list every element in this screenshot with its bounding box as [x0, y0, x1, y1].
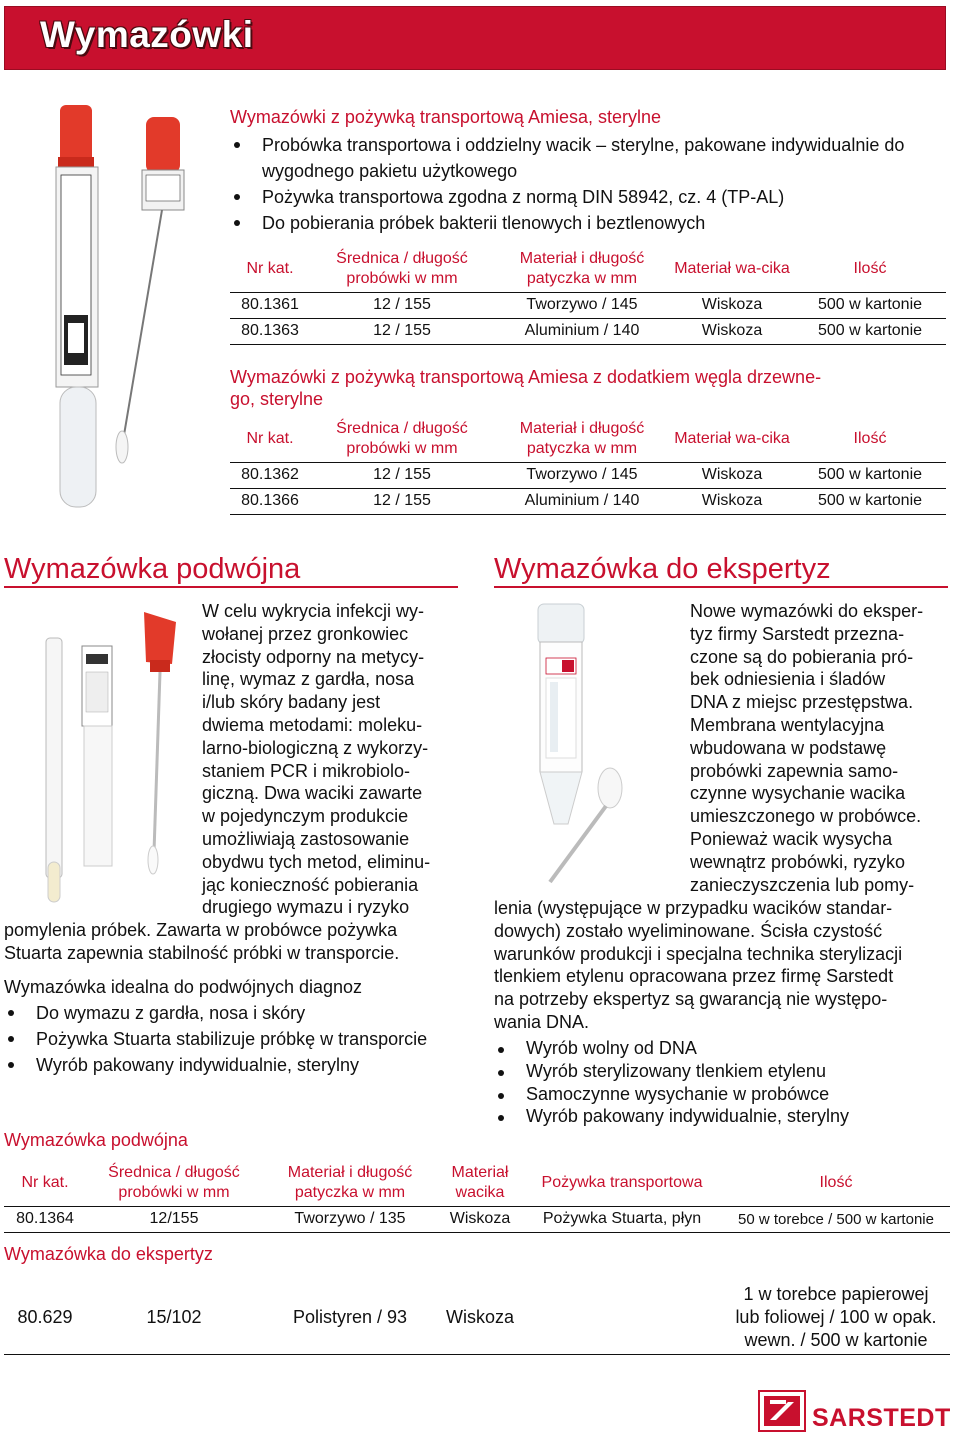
section1-title: Wymazówki z pożywką transportową Amiesa, sterylne [230, 107, 661, 127]
list-item: Wyrób pakowany indywidualnie, sterylny [4, 1052, 464, 1078]
table-cell: 12 / 155 [373, 296, 431, 313]
text-line: larno-biologiczną z wykorzy- [202, 737, 429, 758]
list-item: Wyrób sterylizowany tlenkiem etylenu [494, 1060, 950, 1083]
col-header: Materiał wacika [451, 1163, 509, 1201]
text-line: zanieczyszczenia lub pomy- [690, 874, 915, 895]
title-line: go, sterylne [230, 389, 324, 409]
text-line: wołanej przez gronkowiec [202, 623, 409, 644]
table-cell: Wiskoza [449, 1210, 511, 1227]
table-cell: 50 w torebce / 500 w kartonie [738, 1210, 934, 1228]
tube-cap [60, 105, 92, 165]
ekspertyz-paragraph [690, 600, 952, 896]
col-header: Materiał wa-cika [674, 259, 790, 277]
swab-tip [116, 431, 128, 463]
table-cell: Polistyren / 93 [292, 1307, 408, 1328]
table-cell: Wiskoza [701, 492, 763, 509]
text-line: złocisty odporny na metycy- [202, 646, 425, 667]
table-cell: Pożywka Stuarta, płyn [542, 1210, 702, 1227]
section2-title [230, 366, 946, 410]
product-table-1 [230, 246, 946, 345]
table-cell: Wiskoza [445, 1307, 514, 1328]
text-line: Membrana wentylacyjna [690, 714, 885, 735]
col-header: Nr kat. [246, 259, 294, 277]
list-item: Do pobierania próbek bakterii tlenowych i beztlenowych [230, 210, 946, 236]
text-line: Ponieważ wacik wysycha [690, 828, 893, 849]
product-table-4 [4, 1282, 950, 1355]
table-cell: 80.1366 [241, 492, 299, 509]
ekspertyz-bullets [494, 1037, 950, 1128]
text-line: na potrzeby ekspertyz są gwarancją nie występo- [494, 989, 888, 1010]
title-line: Wymazówki z pożywką transportową Amiesa z dodatkiem węgla drzewne- [230, 367, 822, 387]
table-cell: 500 w kartonie [817, 466, 923, 483]
table-cell: 500 w kartonie [817, 296, 923, 313]
table-cell [522, 1282, 722, 1354]
table-cell: 15/102 [146, 1307, 202, 1328]
swab-cap [144, 612, 176, 664]
table-cell: 80.1361 [241, 296, 299, 313]
table-cell: Wiskoza [701, 466, 763, 483]
col-header: Materiał wa-cika [674, 429, 790, 447]
table-cell: Aluminium / 140 [524, 492, 640, 509]
table-row [230, 292, 946, 318]
col-header: Nr kat. [21, 1173, 69, 1191]
list-item: Pożywka transportowa zgodna z normą DIN 58942, cz. 4 (TP-AL) [230, 184, 946, 210]
list-item: Samoczynne wysychanie w probówce [494, 1083, 950, 1106]
table-cell [722, 1282, 950, 1354]
col-header: Materiał i długość patyczka w mm [519, 249, 645, 287]
list-item: Pożywka Stuarta stabilizuje próbkę w transporcie [4, 1026, 464, 1052]
footer-brand: SARSTEDT [812, 1404, 951, 1432]
text-line: lub foliowej / 100 w opak. [735, 1307, 937, 1328]
table-cell: 12/155 [149, 1210, 199, 1227]
swab-cap [146, 117, 180, 173]
table-row [230, 462, 946, 488]
swab-head [598, 768, 622, 808]
list-item: Wyrób pakowany indywidualnie, sterylny [494, 1105, 950, 1128]
text-line: i/lub skóry badany jest [202, 692, 381, 713]
table-cell: Wiskoza [701, 296, 763, 313]
text-line: umożliwiają zastosowanie [202, 828, 410, 849]
col-header: Ilość [819, 1173, 853, 1191]
text-line: Stuarta zapewnia stabilność próbki w transporcie. [4, 942, 400, 963]
text-line: pomylenia próbek. Zawarta w probówce pożywka [4, 920, 398, 940]
text-line: probówki zapewnia samo- [690, 760, 899, 781]
text-line: tyz firmy Sarstedt przezna- [690, 623, 905, 644]
sarstedt-logo-icon [758, 1390, 806, 1432]
text-line: Nowe wymazówki do eksper- [690, 601, 924, 621]
col-header: Średnica / długość probówki w mm [336, 419, 468, 457]
section1-bullets [230, 132, 946, 236]
text-line: warunków produkcji i specjalna technika sterylizacji [494, 943, 903, 964]
text-line: dwiema metodami: moleku- [202, 714, 423, 735]
swab-tip [148, 846, 158, 874]
podwojna-paragraph-end [4, 919, 460, 965]
product-table-3 [4, 1160, 950, 1233]
swab-tube-image [28, 95, 208, 520]
col-header: Ilość [853, 429, 887, 447]
list-item: Wyrób wolny od DNA [494, 1037, 950, 1060]
col-header: Pożywka transportowa [541, 1173, 703, 1191]
text-line: jąc konieczność pobierania [202, 874, 419, 895]
double-swab-image [6, 602, 198, 908]
table-cell: 12 / 155 [373, 322, 431, 339]
text-line: linę, wymaz z gardła, nosa [202, 669, 415, 690]
table-cell: 80.1364 [16, 1210, 74, 1227]
table-cell: 500 w kartonie [817, 322, 923, 339]
text-line: umieszczonego w probówce. [690, 806, 922, 827]
text-line: dowych) zostało wyeliminowane. Ścisła czystość [494, 920, 883, 941]
forensic-swab-image [510, 598, 680, 898]
table-cell: Tworzywo / 135 [294, 1210, 406, 1227]
table-cell: 12 / 155 [373, 466, 431, 483]
col-header: Materiał i długość patyczka w mm [519, 419, 645, 457]
table-cell: 500 w kartonie [817, 492, 923, 509]
text-line: wbudowana w podstawę [690, 737, 887, 758]
podwojna-paragraph [202, 600, 458, 919]
product-table-2 [230, 416, 946, 515]
text-line: tlenkiem etylenu opracowana przez firmę Sarstedt [494, 966, 894, 987]
col-header: Średnica / długość probówki w mm [336, 249, 468, 287]
table-cell: 80.1362 [241, 466, 299, 483]
text-line: staniem PCR i mikrobiolo- [202, 760, 411, 781]
text-line: W celu wykrycia infekcji wy- [202, 601, 425, 621]
table-cell: 12 / 155 [373, 492, 431, 509]
tube-bottom [540, 772, 582, 824]
text-line: wewn. / 500 w kartonie [744, 1330, 928, 1351]
table-row [4, 1206, 950, 1232]
table-row [230, 318, 946, 344]
col-header: Materiał i długość patyczka w mm [287, 1163, 413, 1201]
text-line: czone są do pobierania pró- [690, 646, 914, 667]
text-line: DNA z miejsc przestępstwa. [690, 692, 914, 713]
bottom-subheading-2: Wymazówka do ekspertyz [4, 1244, 213, 1264]
table-row [4, 1282, 950, 1354]
table-cell: 80.629 [17, 1307, 73, 1328]
text-line: w pojedynczym produkcie [202, 806, 409, 827]
podwojna-bullets [4, 1000, 464, 1078]
text-line: wania DNA. [494, 1011, 590, 1032]
text-line: bek odniesienia i śladów [690, 669, 886, 690]
tube-cap [538, 604, 584, 644]
col-header: Średnica / długość probówki w mm [108, 1163, 240, 1201]
text-line: drugiego wymazu i ryzyko [202, 897, 410, 918]
text-line: giczną. Dwa waciki zawarte [202, 783, 423, 804]
text-line: wewnątrz probówki, ryzyko [690, 851, 906, 872]
tube-body [46, 638, 62, 878]
table-row [230, 488, 946, 514]
swab-stick [154, 672, 160, 852]
ekspertyz-paragraph-end [494, 897, 950, 1034]
text-line: lenia (występujące w przypadku wacików standar- [494, 898, 893, 918]
table-cell: Aluminium / 140 [524, 322, 640, 339]
col-header: Nr kat. [246, 429, 294, 447]
heading-underline [494, 586, 948, 588]
podwojna-heading: Wymazówka podwójna [4, 553, 301, 585]
table-cell: Tworzywo / 145 [526, 296, 638, 313]
heading-underline [4, 586, 458, 588]
podwojna-intro: Wymazówka idealna do podwójnych diagnoz [4, 977, 363, 997]
table-cell: 80.1363 [241, 322, 299, 339]
text-line: czynne wysychanie wacika [690, 783, 906, 804]
list-item: Do wymazu z gardła, nosa i skóry [4, 1000, 464, 1026]
bottom-subheading-1: Wymazówka podwójna [4, 1130, 188, 1150]
table-cell: Tworzywo / 145 [526, 466, 638, 483]
ekspertyz-heading: Wymazówka do ekspertyz [494, 553, 831, 585]
swab-stick [124, 210, 162, 435]
text-line: 1 w torebce papierowej [743, 1284, 929, 1305]
col-header: Ilość [853, 259, 887, 277]
list-item: Probówka transportowa i oddzielny wacik – sterylne, pakowane indywidualnie do wygodnego pakietu użytkowego [230, 132, 946, 184]
text-line: obydwu tych metod, eliminu- [202, 851, 431, 872]
tube-bottom [60, 387, 96, 507]
table-cell: Wiskoza [701, 322, 763, 339]
page-title: Wymazówki [40, 14, 254, 55]
